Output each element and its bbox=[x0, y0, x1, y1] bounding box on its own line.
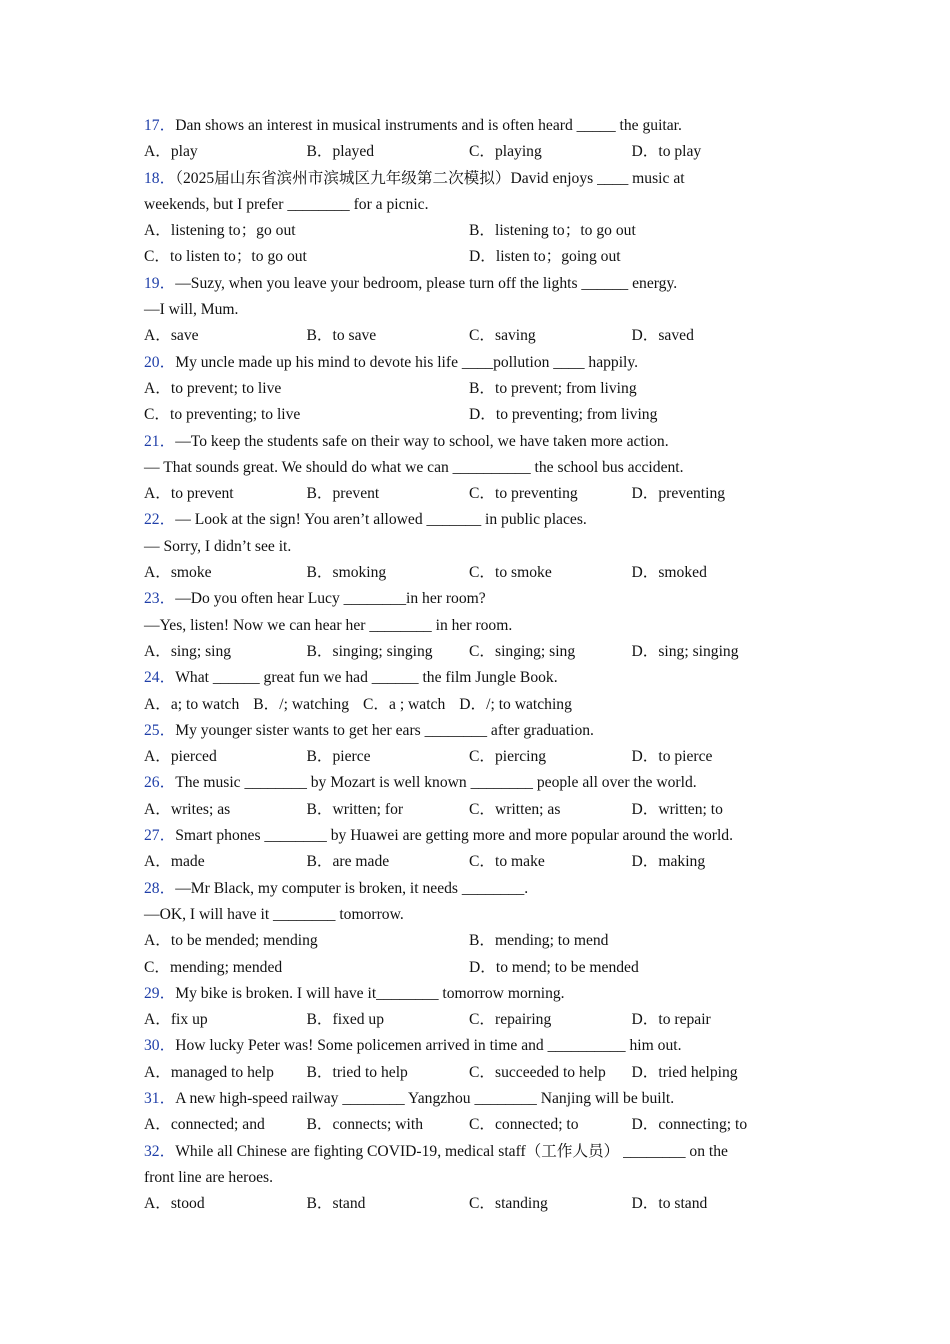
answer-option[interactable]: B．prevent bbox=[306, 485, 380, 503]
answer-option[interactable]: D．making bbox=[631, 853, 706, 871]
question-number: 23． bbox=[144, 590, 176, 608]
answer-option[interactable]: D．connecting; to bbox=[631, 1116, 748, 1134]
question-17 bbox=[144, 113, 794, 166]
options-row bbox=[144, 376, 794, 402]
question-21 bbox=[144, 429, 794, 508]
options-row bbox=[144, 849, 794, 875]
question-stem-line bbox=[144, 1139, 794, 1165]
question-text: My younger sister wants to get her ears ________ after graduation. bbox=[175, 721, 594, 739]
answer-option[interactable]: B．stand bbox=[306, 1195, 366, 1213]
answer-option[interactable]: B．pierce bbox=[306, 748, 371, 766]
question-28 bbox=[144, 876, 794, 981]
question-number: 18． bbox=[144, 169, 176, 187]
question-number: 30． bbox=[144, 1037, 176, 1055]
question-text: A new high-speed railway ________ Yangzhou ________ Nanjing will be built. bbox=[175, 1089, 675, 1107]
options-row bbox=[144, 323, 794, 349]
question-number: 17． bbox=[144, 117, 176, 134]
question-text: How lucky Peter was! Some policemen arrived in time and __________ him out. bbox=[175, 1037, 682, 1055]
answer-option[interactable]: B．written; for bbox=[306, 800, 404, 818]
question-stem-line bbox=[144, 1033, 794, 1059]
answer-option[interactable]: C．written; as bbox=[469, 800, 561, 818]
answer-option[interactable]: C．connected; to bbox=[469, 1116, 579, 1134]
answer-option[interactable]: C．mending; mended bbox=[144, 958, 283, 976]
question-20 bbox=[144, 350, 794, 429]
answer-option[interactable]: B．mending; to mend bbox=[469, 932, 609, 950]
question-stem-line bbox=[144, 297, 794, 323]
answer-option[interactable]: D．smoked bbox=[631, 564, 707, 582]
answer-option[interactable]: A．made bbox=[144, 853, 205, 871]
question-number: 27． bbox=[144, 827, 176, 845]
question-text: —Mr Black, my computer is broken, it needs ________. bbox=[175, 879, 529, 897]
options-row bbox=[144, 692, 794, 718]
answer-option[interactable]: B．to save bbox=[306, 327, 377, 345]
question-26 bbox=[144, 770, 794, 823]
question-stem-line bbox=[144, 350, 794, 376]
question-text: What ______ great fun we had ______ the film Jungle Book. bbox=[175, 669, 558, 687]
answer-option[interactable]: B．fixed up bbox=[306, 1011, 385, 1029]
options-row bbox=[144, 639, 794, 665]
question-number: 32． bbox=[144, 1142, 176, 1160]
options-row bbox=[144, 744, 794, 770]
question-18 bbox=[144, 166, 794, 271]
answer-option[interactable]: B．singing; singing bbox=[306, 642, 433, 660]
options-row bbox=[144, 481, 794, 507]
options-row bbox=[144, 1191, 794, 1217]
options-row bbox=[144, 1112, 794, 1138]
answer-option[interactable]: B．smoking bbox=[306, 564, 387, 582]
answer-option[interactable]: A．stood bbox=[144, 1195, 205, 1213]
question-text: My bike is broken. I will have it________ tomorrow morning. bbox=[175, 984, 565, 1002]
answer-option[interactable]: D．/; to watching bbox=[459, 695, 572, 713]
question-number: 28． bbox=[144, 879, 176, 897]
question-text: Dan shows an interest in musical instruments and is often heard _____ the guitar. bbox=[175, 117, 682, 134]
question-32 bbox=[144, 1139, 794, 1218]
answer-option[interactable]: C．to smoke bbox=[469, 564, 552, 582]
question-text: The music ________ by Mozart is well known ________ people all over the world. bbox=[175, 774, 697, 792]
question-stem-line bbox=[144, 718, 794, 744]
question-text: — Sorry, I didn’t see it. bbox=[144, 537, 292, 555]
question-stem-line bbox=[144, 613, 794, 639]
answer-option[interactable]: A．sing; sing bbox=[144, 642, 232, 660]
options-row bbox=[144, 244, 794, 270]
answer-option[interactable]: C．standing bbox=[469, 1195, 548, 1213]
question-23 bbox=[144, 586, 794, 665]
options-row bbox=[144, 139, 794, 165]
question-24 bbox=[144, 665, 794, 718]
answer-option[interactable]: C．a ; watch bbox=[363, 695, 446, 713]
question-text: —Yes, listen! Now we can hear her ________ in her room. bbox=[144, 616, 513, 634]
question-text: —Do you often hear Lucy ________in her room? bbox=[175, 590, 486, 608]
question-30 bbox=[144, 1033, 794, 1086]
answer-option[interactable]: C．to listen to；to go out bbox=[144, 248, 307, 266]
question-text: My uncle made up his mind to devote his life ____pollution ____ happily. bbox=[175, 353, 639, 371]
answer-option[interactable]: C．to make bbox=[469, 853, 545, 871]
answer-option[interactable]: B．listening to；to go out bbox=[469, 222, 636, 240]
answer-option[interactable]: D．to play bbox=[631, 143, 702, 161]
question-22 bbox=[144, 507, 794, 586]
question-text: — Look at the sign! You aren’t allowed _______ in public places. bbox=[175, 511, 587, 529]
answer-option[interactable]: D．sing; singing bbox=[631, 642, 739, 660]
question-text: weekends, but I prefer ________ for a picnic. bbox=[144, 195, 429, 213]
answer-option[interactable]: B．connects; with bbox=[306, 1116, 424, 1134]
question-text: Smart phones ________ by Huawei are getting more and more popular around the world. bbox=[175, 827, 733, 845]
options-row bbox=[144, 560, 794, 586]
answer-option[interactable]: D．saved bbox=[631, 327, 694, 345]
question-number: 31． bbox=[144, 1089, 176, 1107]
options-row bbox=[144, 402, 794, 428]
options-row bbox=[144, 928, 794, 954]
question-25 bbox=[144, 718, 794, 771]
worksheet bbox=[144, 113, 794, 1217]
answer-option[interactable]: A．play bbox=[144, 143, 198, 161]
question-stem-line bbox=[144, 271, 794, 297]
question-stem-line bbox=[144, 1165, 794, 1191]
question-stem-line bbox=[144, 534, 794, 560]
question-text: —I will, Mum. bbox=[144, 301, 239, 319]
question-stem-line bbox=[144, 429, 794, 455]
question-number: 26． bbox=[144, 774, 176, 792]
answer-option[interactable]: D．to stand bbox=[631, 1195, 708, 1213]
question-stem-line bbox=[144, 455, 794, 481]
question-number: 21． bbox=[144, 432, 176, 450]
question-number: 22． bbox=[144, 511, 176, 529]
question-text: —Suzy, when you leave your bedroom, please turn off the lights ______ energy. bbox=[175, 274, 678, 292]
answer-option[interactable]: B．to prevent; from living bbox=[469, 379, 637, 397]
answer-option[interactable]: B．are made bbox=[306, 853, 390, 871]
question-number: 20． bbox=[144, 353, 176, 371]
question-stem-line bbox=[144, 192, 794, 218]
answer-option[interactable]: D．preventing bbox=[631, 485, 726, 503]
question-text: — That sounds great. We should do what we can __________ the school bus accident. bbox=[144, 458, 684, 476]
options-row bbox=[144, 1007, 794, 1033]
answer-option[interactable]: D．to mend; to be mended bbox=[469, 958, 639, 976]
question-text: —To keep the students safe on their way to school, we have taken more action. bbox=[175, 432, 669, 450]
answer-option[interactable]: A．listening to；go out bbox=[144, 222, 296, 240]
question-text: front line are heroes. bbox=[144, 1168, 274, 1186]
answer-option[interactable]: A．a; to watch bbox=[144, 695, 240, 713]
answer-option[interactable]: D．listen to；going out bbox=[469, 248, 621, 266]
question-text: While all Chinese are fighting COVID-19, medical staff（工作人员） ________ on the bbox=[175, 1142, 728, 1160]
answer-option[interactable]: C．to preventing; to live bbox=[144, 406, 301, 424]
question-stem-line bbox=[144, 166, 794, 192]
options-row bbox=[144, 1060, 794, 1086]
answer-option[interactable]: A．smoke bbox=[144, 564, 212, 582]
question-stem-line bbox=[144, 586, 794, 612]
question-number: 19． bbox=[144, 274, 176, 292]
answer-option[interactable]: A．connected; and bbox=[144, 1116, 265, 1134]
answer-option[interactable]: A．to prevent bbox=[144, 485, 234, 503]
answer-option[interactable]: A．managed to help bbox=[144, 1063, 274, 1081]
answer-option[interactable]: A．pierced bbox=[144, 748, 217, 766]
question-19 bbox=[144, 271, 794, 350]
answer-option[interactable]: A．writes; as bbox=[144, 800, 231, 818]
answer-option[interactable]: A．to prevent; to live bbox=[144, 379, 282, 397]
question-stem-line bbox=[144, 507, 794, 533]
answer-option[interactable]: A．fix up bbox=[144, 1011, 208, 1029]
answer-option[interactable]: C．to preventing bbox=[469, 485, 578, 503]
question-stem-line bbox=[144, 1086, 794, 1112]
question-stem-line bbox=[144, 113, 794, 139]
question-stem-line bbox=[144, 981, 794, 1007]
question-stem-line bbox=[144, 876, 794, 902]
answer-option[interactable]: B．played bbox=[306, 143, 375, 161]
answer-option[interactable]: D．to preventing; from living bbox=[469, 406, 658, 424]
answer-option[interactable]: C．singing; sing bbox=[469, 642, 576, 660]
question-number: 25． bbox=[144, 721, 176, 739]
answer-option[interactable]: C．saving bbox=[469, 327, 536, 345]
answer-option[interactable]: B．tried to help bbox=[306, 1063, 408, 1081]
question-number: 29． bbox=[144, 984, 176, 1002]
question-text: （2025届山东省滨州市滨城区九年级第二次模拟）David enjoys ____ music at bbox=[175, 169, 685, 187]
answer-option[interactable]: D．tried helping bbox=[631, 1063, 738, 1081]
answer-option[interactable]: D．to pierce bbox=[631, 748, 713, 766]
options-row bbox=[144, 218, 794, 244]
question-stem-line bbox=[144, 665, 794, 691]
question-number: 24． bbox=[144, 669, 176, 687]
answer-option[interactable]: C．piercing bbox=[469, 748, 547, 766]
answer-option[interactable]: A．to be mended; mending bbox=[144, 932, 318, 950]
question-stem-line bbox=[144, 823, 794, 849]
question-27 bbox=[144, 823, 794, 876]
question-text: —OK, I will have it ________ tomorrow. bbox=[144, 905, 404, 923]
question-29 bbox=[144, 981, 794, 1034]
answer-option[interactable]: D．to repair bbox=[631, 1011, 711, 1029]
answer-option[interactable]: C．succeeded to help bbox=[469, 1063, 606, 1081]
answer-option[interactable]: A．save bbox=[144, 327, 199, 345]
question-stem-line bbox=[144, 902, 794, 928]
answer-option[interactable]: B．/; watching bbox=[253, 695, 349, 713]
options-row bbox=[144, 955, 794, 981]
question-stem-line bbox=[144, 770, 794, 796]
answer-option[interactable]: C．playing bbox=[469, 143, 542, 161]
answer-option[interactable]: C．repairing bbox=[469, 1011, 552, 1029]
options-row bbox=[144, 797, 794, 823]
question-31 bbox=[144, 1086, 794, 1139]
answer-option[interactable]: D．written; to bbox=[631, 800, 723, 818]
